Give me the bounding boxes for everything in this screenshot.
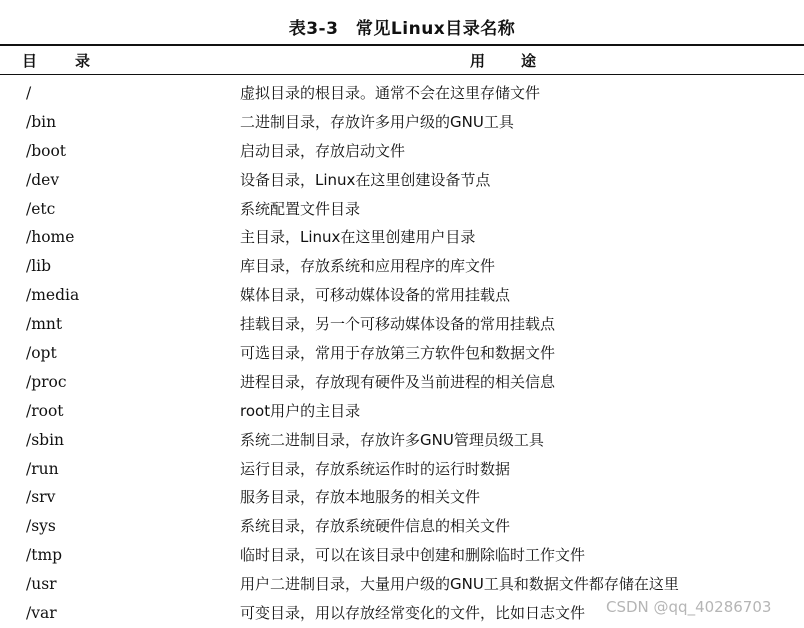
header-usage: 用途 [470, 52, 573, 70]
table-row [0, 339, 804, 368]
table-row [0, 310, 804, 339]
table-row [0, 223, 804, 252]
table-row [0, 426, 804, 455]
row-usage: root用户的主目录 [240, 401, 361, 420]
row-directory: /home [26, 228, 75, 247]
table-caption: 表3-3 常见Linux目录名称 [288, 19, 516, 39]
header-directory: 目录 [22, 52, 129, 70]
table-row [0, 368, 804, 397]
row-directory: /dev [26, 170, 60, 189]
table-row [0, 455, 804, 484]
row-usage: 库目录，存放系统和应用程序的库文件 [240, 257, 496, 276]
row-directory: /usr [26, 575, 57, 594]
row-usage: 运行目录，存放系统运作时的运行时数据 [240, 459, 511, 478]
row-directory: /etc [26, 199, 56, 218]
table-header-rule [0, 74, 804, 75]
row-directory: /srv [26, 488, 56, 507]
table-header [0, 50, 804, 72]
table-row [0, 137, 804, 166]
row-usage: 服务目录，存放本地服务的相关文件 [240, 488, 481, 507]
row-usage: 虚拟目录的根目录。通常不会在这里存储文件 [240, 84, 541, 102]
row-usage: 可选目录，常用于存放第三方软件包和数据文件 [240, 344, 556, 363]
row-usage: 系统二进制目录，存放许多GNU管理员级工具 [240, 430, 544, 449]
row-usage: 临时目录，可以在该目录中创建和删除临时工作文件 [240, 546, 586, 565]
row-directory: /proc [26, 372, 67, 391]
watermark-text: CSDN @qq_40286703 [606, 598, 772, 616]
row-usage: 主目录，Linux在这里创建用户目录 [240, 228, 476, 247]
row-directory: /mnt [26, 315, 63, 334]
table-body [0, 79, 804, 628]
row-usage: 可变目录，用以存放经常变化的文件，比如日志文件 [240, 604, 586, 623]
row-directory: /boot [26, 141, 67, 160]
row-usage: 启动目录，存放启动文件 [240, 141, 406, 160]
table-row [0, 397, 804, 426]
row-directory: /bin [26, 112, 57, 131]
row-directory: /run [26, 459, 59, 478]
table-row [0, 79, 804, 108]
table-row [0, 570, 804, 599]
row-directory: /root [26, 401, 64, 420]
row-directory: /sbin [26, 430, 65, 449]
row-directory: /tmp [26, 546, 63, 565]
row-usage: 二进制目录，存放许多用户级的GNU工具 [240, 112, 514, 131]
row-usage: 挂载目录，另一个可移动媒体设备的常用挂载点 [240, 315, 556, 334]
table-row [0, 483, 804, 512]
row-directory: /opt [26, 344, 57, 363]
table-row [0, 541, 804, 570]
table-row [0, 252, 804, 281]
row-directory: /sys [26, 517, 56, 536]
row-usage: 用户二进制目录，大量用户级的GNU工具和数据文件都存储在这里 [240, 575, 679, 594]
table-row [0, 512, 804, 541]
row-directory: /media [26, 286, 80, 305]
table-row [0, 195, 804, 224]
table-row [0, 281, 804, 310]
row-usage: 设备目录，Linux在这里创建设备节点 [240, 170, 491, 189]
table-top-rule [0, 44, 804, 46]
table-row [0, 166, 804, 195]
row-directory: / [26, 84, 32, 102]
row-usage: 系统目录，存放系统硬件信息的相关文件 [240, 517, 511, 536]
row-directory: /lib [26, 257, 52, 276]
row-usage: 媒体目录，可移动媒体设备的常用挂载点 [240, 286, 511, 305]
table-row [0, 108, 804, 137]
row-directory: /var [26, 604, 57, 623]
row-usage: 进程目录，存放现有硬件及当前进程的相关信息 [240, 372, 556, 391]
row-usage: 系统配置文件目录 [240, 199, 361, 218]
